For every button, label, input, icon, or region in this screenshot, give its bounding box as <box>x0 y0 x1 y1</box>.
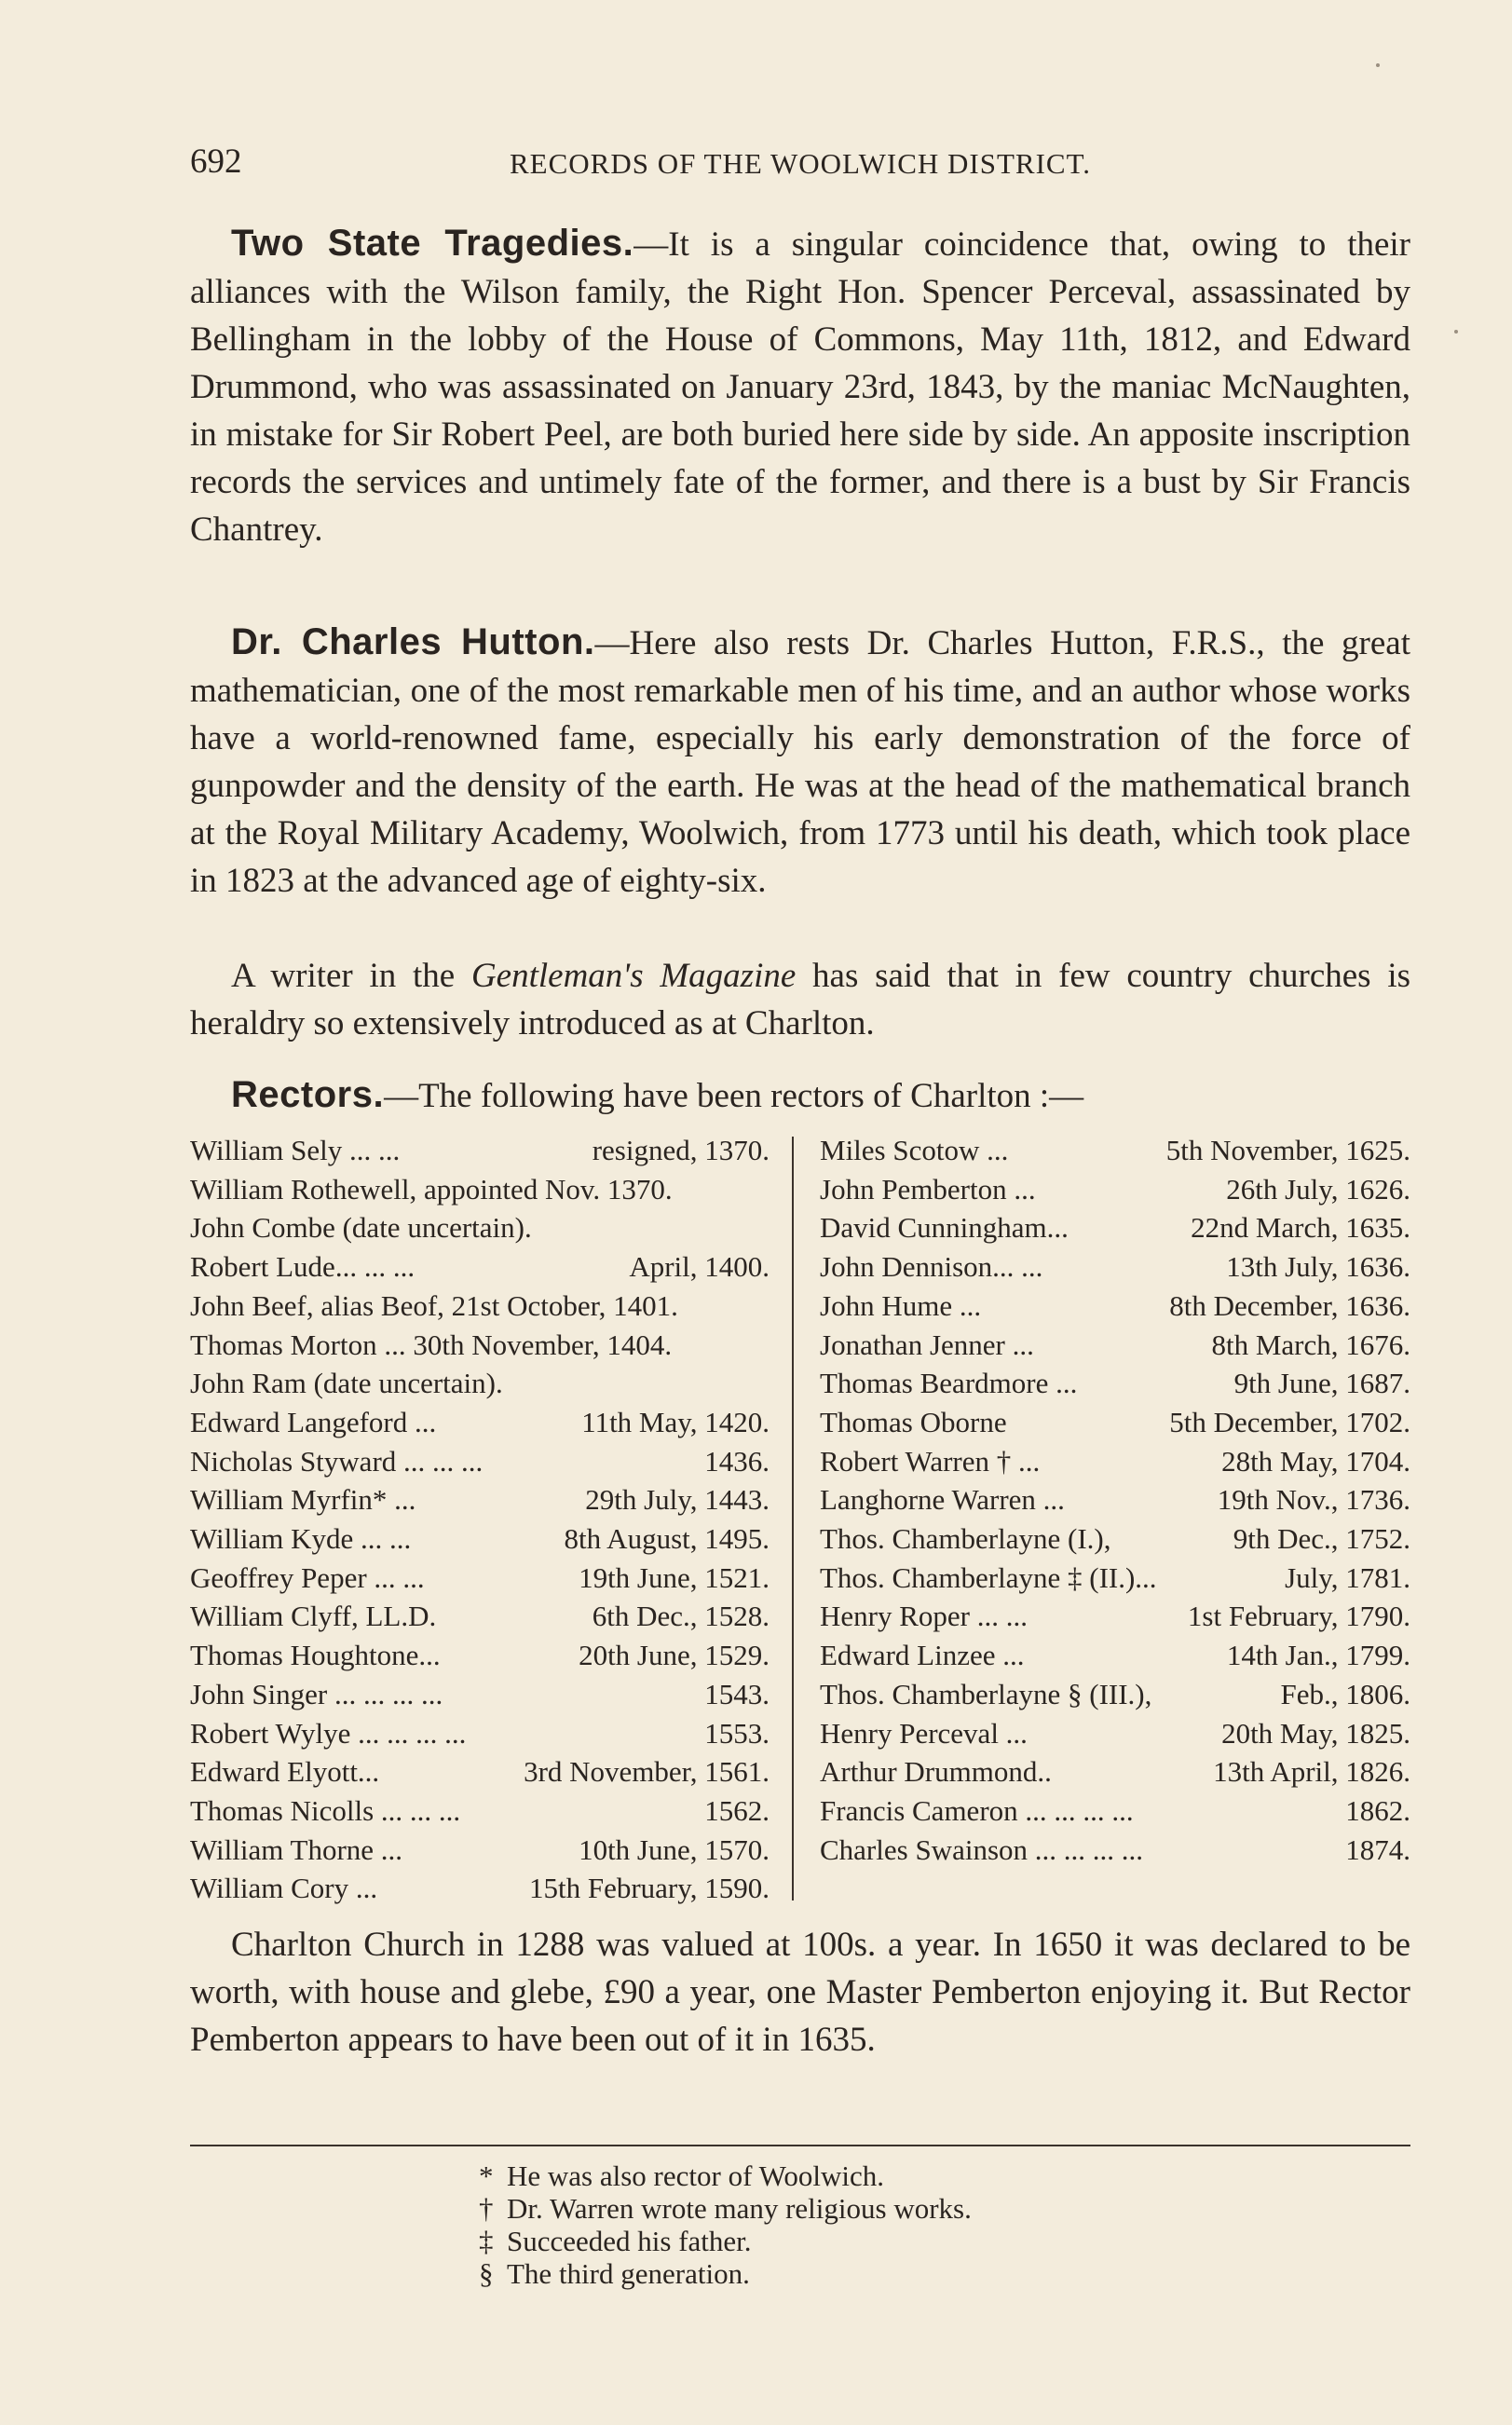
rector-row <box>820 1131 1410 1170</box>
rector-date: 11th May, 1420. <box>581 1405 770 1438</box>
footnote <box>479 2159 1224 2192</box>
rector-row <box>820 1247 1410 1287</box>
rectors-table <box>190 1131 1410 1912</box>
rector-row <box>190 1247 770 1287</box>
rector-row <box>820 1208 1410 1247</box>
rector-date: 19th Nov., 1736. <box>1217 1483 1410 1517</box>
footnote-mark: § <box>479 2257 494 2290</box>
column-divider <box>792 1137 794 1900</box>
rector-row <box>820 1597 1410 1636</box>
rector-name: Edward Linzee ... <box>820 1639 1025 1672</box>
rector-date: 13th April, 1826. <box>1213 1755 1410 1789</box>
rector-row <box>820 1636 1410 1675</box>
rector-row <box>190 1287 770 1326</box>
heraldry-text-before: A writer in the <box>231 957 471 995</box>
rector-date: 8th August, 1495. <box>564 1522 770 1556</box>
rector-row <box>820 1442 1410 1481</box>
rector-name: John Pemberton ... <box>820 1172 1036 1206</box>
rector-date: 9th Dec., 1752. <box>1233 1522 1410 1556</box>
rector-row <box>190 1869 770 1908</box>
rectors-left-column <box>190 1131 770 1908</box>
footnote-text: Succeeded his father. <box>507 2225 752 2257</box>
rector-date: 1874. <box>1345 1832 1410 1866</box>
rector-name: John Ram (date uncertain). <box>190 1367 503 1400</box>
rector-row <box>820 1287 1410 1326</box>
rector-name: David Cunningham... <box>820 1211 1069 1245</box>
rector-date: 19th June, 1521. <box>579 1560 770 1594</box>
rector-date: 20th June, 1529. <box>579 1639 770 1672</box>
rector-row <box>190 1636 770 1675</box>
rector-row <box>820 1480 1410 1519</box>
rector-name: Thos. Chamberlayne ‡ (II.)... <box>820 1560 1157 1594</box>
rector-name: Arthur Drummond.. <box>820 1755 1052 1789</box>
rector-name: Thomas Morton ... 30th November, 1404. <box>190 1328 673 1361</box>
rector-name: Edward Elyott... <box>190 1755 380 1789</box>
rector-name: William Clyff, LL.D. <box>190 1600 437 1633</box>
rector-row <box>820 1364 1410 1403</box>
rector-date: 14th Jan., 1799. <box>1226 1639 1410 1672</box>
rector-date: 1543. <box>704 1677 770 1710</box>
rector-date: 6th Dec., 1528. <box>592 1600 770 1633</box>
tragedies-paragraph <box>190 220 1410 553</box>
hutton-heading: Dr. Charles Hutton. <box>231 621 595 662</box>
footnote-mark: † <box>479 2192 494 2225</box>
rector-date: 8th December, 1636. <box>1169 1288 1410 1322</box>
rector-name: Francis Cameron ... ... ... ... <box>820 1793 1134 1827</box>
rector-name: Thos. Chamberlayne § (III.), <box>820 1677 1152 1710</box>
rector-name: Langhorne Warren ... <box>820 1483 1065 1517</box>
rector-name: William Cory ... <box>190 1872 378 1905</box>
hutton-paragraph <box>190 619 1410 905</box>
rector-row <box>820 1519 1410 1559</box>
footnote-rule <box>190 2145 1410 2146</box>
rector-row <box>190 1519 770 1559</box>
footnote-text: He was also rector of Woolwich. <box>507 2159 884 2192</box>
rector-date: 5th December, 1702. <box>1169 1405 1410 1438</box>
rector-row <box>190 1403 770 1442</box>
hutton-text: —Here also rests Dr. Charles Hutton, F.R.S., the great mathematician, one of the most remarkable men of his time, and an author whose works have a world-renowned fame, especially his early demonstration of the force of gunpowder and the density of the earth. He was at the head of the mathematical branch at the Royal Military Academy, Woolwich, from 1773 until his death, which took place in 1823 at the advanced age of eighty-six. <box>190 624 1410 900</box>
rector-date: 8th March, 1676. <box>1211 1328 1410 1361</box>
rector-name: John Combe (date uncertain). <box>190 1211 532 1245</box>
rector-date: 26th July, 1626. <box>1226 1172 1410 1206</box>
rector-row <box>190 1714 770 1753</box>
rector-row <box>820 1403 1410 1442</box>
rector-name: William Myrfin* ... <box>190 1483 416 1517</box>
page-number: 692 <box>190 143 242 181</box>
rector-name: William Sely ... ... <box>190 1134 401 1166</box>
rector-row <box>190 1364 770 1403</box>
heraldry-text-after: has said that in few country churches is heraldry so extensively introduced as at Charlton. <box>190 957 1410 1042</box>
rector-row <box>190 1442 770 1481</box>
rectors-right-column <box>820 1131 1410 1869</box>
rector-name: Thos. Chamberlayne (I.), <box>820 1522 1111 1556</box>
footnotes <box>479 2159 1224 2290</box>
rector-name: Henry Perceval ... <box>820 1716 1028 1750</box>
rector-date: 10th June, 1570. <box>579 1832 770 1866</box>
rector-date: 13th July, 1636. <box>1226 1250 1410 1284</box>
rector-name: John Dennison... ... <box>820 1250 1043 1284</box>
rector-row <box>190 1131 770 1170</box>
rector-name: Charles Swainson ... ... ... ... <box>820 1832 1144 1866</box>
rector-date: Feb., 1806. <box>1280 1677 1410 1710</box>
page-header <box>190 142 1410 188</box>
footnote <box>479 2225 1224 2257</box>
rector-date: July, 1781. <box>1285 1560 1410 1594</box>
rector-name: Robert Warren † ... <box>820 1444 1041 1478</box>
footnote-mark: * <box>479 2159 494 2192</box>
tragedies-text: —It is a singular coincidence that, owing to their alliances with the Wilson family, the Right Hon. Spencer Perceval, assassinated by Bellingham in the lobby of the House of Commons, May 11th, 1812, and Edward Drummond, who was assassinated on January 23rd, 1843, by the maniac McNaughten, in mistake for Sir Robert Peel, are both buried here side by side. An apposite inscription records the services and untimely fate of the former, and there is a bust by Sir Francis Chantrey. <box>190 225 1411 549</box>
rector-row <box>820 1559 1410 1598</box>
rector-date: 1553. <box>704 1716 770 1750</box>
rector-name: Thomas Beardmore ... <box>820 1367 1078 1400</box>
rector-row <box>820 1326 1410 1365</box>
church-paragraph: Charlton Church in 1288 was valued at 100s. a year. In 1650 it was declared to be worth, with house and glebe, £90 a year, one Master Pemberton enjoying it. But Rector Pemberton appears to have been out of it in 1635. <box>190 1926 1410 2059</box>
rector-date: 5th November, 1625. <box>1165 1134 1410 1166</box>
magazine-title: Gentleman's Magazine <box>470 957 797 995</box>
tragedies-heading: Two State Tragedies. <box>231 223 634 264</box>
rector-row <box>190 1208 770 1247</box>
rector-row <box>190 1559 770 1598</box>
rectors-intro <box>190 1071 1410 1120</box>
rector-date: 20th May, 1825. <box>1221 1716 1410 1750</box>
rector-date: 1862. <box>1345 1793 1410 1827</box>
rector-date: 22nd March, 1635. <box>1191 1211 1410 1245</box>
rector-row <box>820 1675 1410 1714</box>
rector-name: John Singer ... ... ... ... <box>190 1677 443 1710</box>
rector-name: John Beef, alias Beof, 21st October, 1401. <box>190 1288 678 1322</box>
rector-name: Edward Langeford ... <box>190 1405 437 1438</box>
rector-date: 15th February, 1590. <box>528 1872 770 1905</box>
rector-date: 29th July, 1443. <box>585 1483 770 1517</box>
rector-row <box>190 1792 770 1831</box>
rector-name: Henry Roper ... ... <box>820 1600 1028 1633</box>
paper-speck <box>1376 63 1380 67</box>
rector-row <box>820 1170 1410 1209</box>
heraldry-paragraph <box>190 952 1410 1047</box>
rector-date: 1436. <box>704 1444 770 1478</box>
rector-name: Jonathan Jenner ... <box>820 1328 1034 1361</box>
rector-name: Miles Scotow ... <box>820 1134 1009 1166</box>
rector-date: resigned, 1370. <box>592 1134 770 1166</box>
running-title: RECORDS OF THE WOOLWICH DISTRICT. <box>509 147 1091 180</box>
footnote-mark: ‡ <box>479 2225 494 2257</box>
rector-name: Thomas Nicolls ... ... ... <box>190 1793 461 1827</box>
rector-row <box>190 1170 770 1209</box>
rectors-heading: Rectors. <box>231 1074 385 1115</box>
rector-row <box>820 1792 1410 1831</box>
rector-row <box>190 1831 770 1870</box>
rector-row <box>820 1752 1410 1792</box>
rector-name: Geoffrey Peper ... ... <box>190 1560 425 1594</box>
rector-row <box>190 1752 770 1792</box>
rector-name: Thomas Houghtone... <box>190 1639 441 1672</box>
rector-row <box>820 1714 1410 1753</box>
rector-name: Thomas Oborne <box>820 1405 1007 1438</box>
footnote-text: Dr. Warren wrote many religious works. <box>507 2192 972 2225</box>
rectors-intro-text: —The following have been rectors of Charlton :— <box>384 1077 1084 1115</box>
rector-name: William Thorne ... <box>190 1832 403 1866</box>
rector-row <box>190 1675 770 1714</box>
footnote <box>479 2257 1224 2290</box>
rector-date: 1562. <box>704 1793 770 1827</box>
footnote <box>479 2192 1224 2225</box>
rector-date: 28th May, 1704. <box>1221 1444 1410 1478</box>
paper-speck <box>1454 330 1458 334</box>
rector-name: John Hume ... <box>820 1288 982 1322</box>
rector-date: 9th June, 1687. <box>1233 1367 1410 1400</box>
rector-date: 1st February, 1790. <box>1187 1600 1410 1633</box>
rector-name: William Rothewell, appointed Nov. 1370. <box>190 1172 673 1206</box>
rector-date: April, 1400. <box>629 1250 770 1284</box>
rector-name: Robert Lude... ... ... <box>190 1250 415 1284</box>
rector-row <box>190 1480 770 1519</box>
rector-date: 3rd November, 1561. <box>524 1755 770 1789</box>
rector-name: Nicholas Styward ... ... ... <box>190 1444 484 1478</box>
rector-row <box>190 1326 770 1365</box>
footnote-text: The third generation. <box>507 2257 750 2290</box>
rector-row <box>190 1597 770 1636</box>
rector-name: Robert Wylye ... ... ... ... <box>190 1716 467 1750</box>
rector-row <box>820 1831 1410 1870</box>
rector-name: William Kyde ... ... <box>190 1522 412 1556</box>
